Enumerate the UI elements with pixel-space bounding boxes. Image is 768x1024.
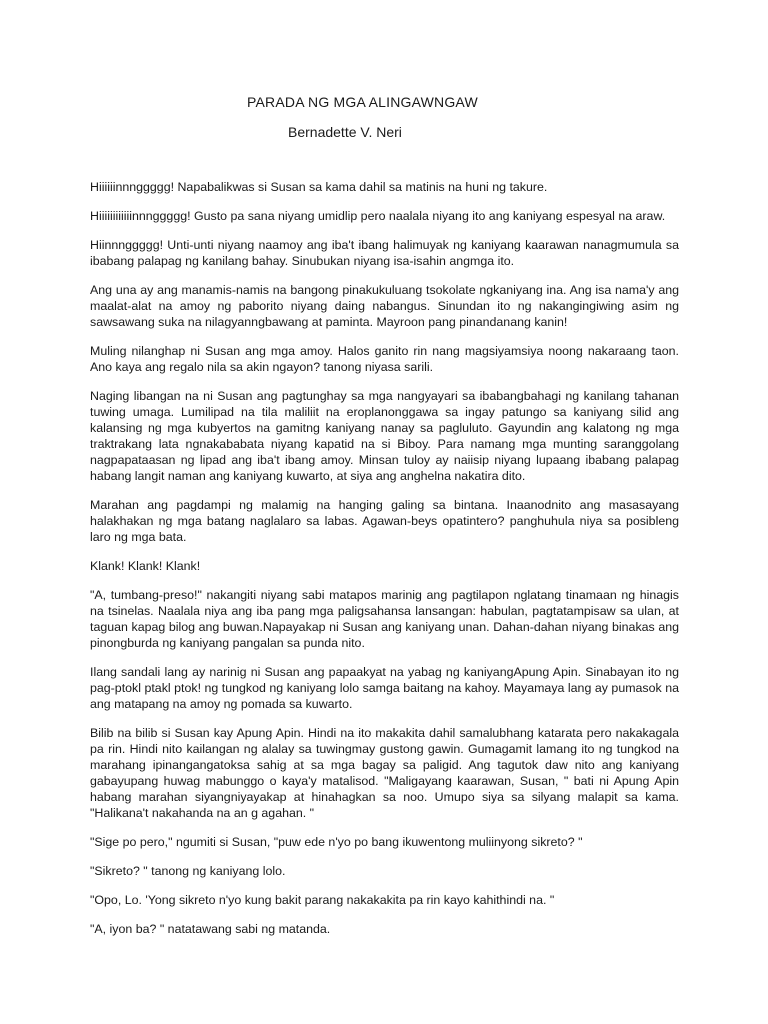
paragraph: Naging libangan na ni Susan ang pagtunghay sa mga nangyayari sa ibabangbahagi ng kanilang tahanan tuwing umaga. Lumilipad na tila maliliit na eroplanonggawa sa ingay patungo sa kaniyang silid ang kalansing ng mga kubyertos na gamitng kaniyang nanay sa pagluluto. Gayundin ang kalatong ng mga traktrakang lata ngnakababata niyang kapatid na si Biboy. Para namang mga munting saranggolang nagpapataasan ng lipad ang iba't ibang amoy. Minsan tuloy ay naiisip niyang lupaang ibabang palapag habang langit naman ang kaniyang kuwarto, at siya ang anghelna nakatira dito.: [90, 389, 679, 483]
paragraph: Hiiiiiinnnggggg! Napabalikwas si Susan sa kama dahil sa matinis na huni ng takure.: [90, 180, 548, 194]
paragraph: Klank! Klank! Klank!: [90, 559, 201, 573]
paragraph: "A, iyon ba? " natatawang sabi ng matanda.: [90, 922, 331, 936]
paragraph: Bilib na bilib si Susan kay Apung Apin. Hindi na ito makakita dahil samalubhang katarata pero nakakagala pa rin. Hindi nito kailangan ng alalay sa tuwingmay gustong gawin. Gumagamit lamang ito ng tungkod na marahang ipinangangatoksa sahig at sa mga bagay sa paligid. Ang tagutok daw nito ang kaniyang gabayupang huwag mabunggo o kaya'y matalisod. "Maligayang kaarawan, Susan, " bati ni Apung Apin habang marahan siyangniyayakap at hinahagkan sa noo. Umupo siya sa silyang malapit sa kama. "Halikana't nakahanda na an g agahan. ": [90, 726, 679, 820]
paragraph: "A, tumbang-preso!" nakangiti niyang sabi matapos marinig ang pagtilapon nglatang tinamaan ng hinagis na tsinelas. Naalala niya ang iba pang mga paligsahansa lansangan: habulan, pagtatampisaw sa ulan, at taguan kapag bilog ang buwan.Napayakap ni Susan ang kaniyang unan. Dahan-dahan niyang binakas ang pinongburda ng kaniyang pangalan sa punda nito.: [90, 588, 679, 650]
paragraph: Ilang sandali lang ay narinig ni Susan ang papaakyat na yabag ng kaniyangApung Apin. Sinabayan ito ng pag-ptokl ptakl ptok! ng tungkod ng kaniyang lolo samga baitang na kahoy. Mayamaya lang ay pumasok na ang matapang na amoy ng pomada sa kuwarto.: [90, 665, 679, 711]
document-author: Bernadette V. Neri: [288, 124, 402, 140]
paragraph: "Sikreto? " tanong ng kaniyang lolo.: [90, 864, 286, 878]
document-body: [90, 179, 679, 950]
paragraph: "Opo, Lo. 'Yong sikreto n'yo kung bakit parang nakakakita pa rin kayo kahithindi na. ": [90, 893, 555, 907]
paragraph: Hiiiiiiiiiiiinnnggggg! Gusto pa sana niyang umidlip pero naalala niyang ito ang kaniyang espesyal na araw.: [90, 209, 666, 223]
paragraph: Hiinnnggggg! Unti-unti niyang naamoy ang iba't ibang halimuyak ng kaniyang kaarawan nanagmumula sa ibabang palapag ng kanilang bahay. Sinubukan niyang isa-isahin angmga ito.: [90, 238, 679, 268]
paragraph: Ang una ay ang manamis-namis na bangong pinakukuluang tsokolate ngkaniyang ina. Ang isa nama'y ang maalat-alat na amoy ng paborito niyang daing nabangus. Sinundan ito ng nakangingiwing asim ng sawsawang suka na nilagyanngbawang at paminta. Mayroon pang pinandanang kanin!: [90, 283, 679, 329]
paragraph: "Sige po pero," ngumiti si Susan, "puw ede n'yo po bang ikuwentong muliinyong sikreto? ": [90, 835, 583, 849]
document-title: PARADA NG MGA ALINGAWNGAW: [247, 94, 478, 110]
paragraph: Marahan ang pagdampi ng malamig na hanging galing sa bintana. Inaanodnito ang masasayang halakhakan ng mga batang naglalaro sa labas. Agawan-beys opatintero? panghuhula niya sa posibleng laro ng mga bata.: [90, 498, 679, 544]
paragraph: Muling nilanghap ni Susan ang mga amoy. Halos ganito rin nang magsiyamsiya noong nakaraang taon. Ano kaya ang regalo nila sa akin ngayon? tanong niyasa sarili.: [90, 344, 679, 374]
